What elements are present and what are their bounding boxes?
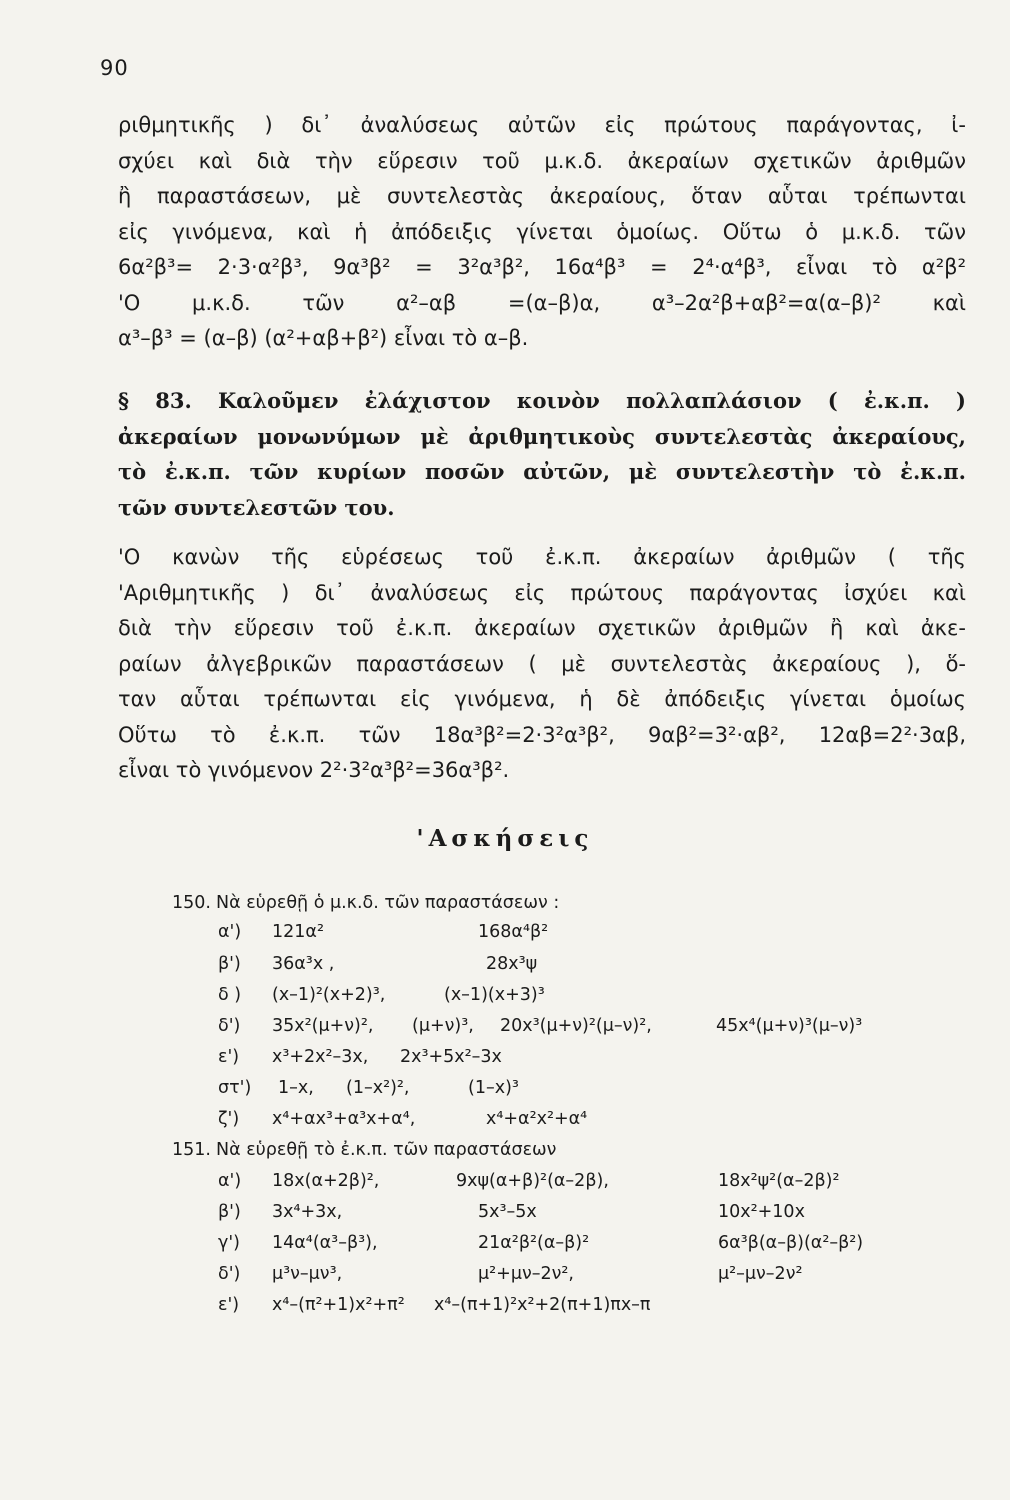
intro-paragraph [118,108,966,357]
expression: (1–x)³ [468,1078,519,1098]
expression: 45x⁴(μ+ν)³(μ–ν)³ [716,1016,863,1036]
expression: 14α⁴(α³–β³), [272,1233,378,1253]
text-line: 'Ο κανὼν τῆς εὑρέσεως τοῦ ἐ.κ.π. ἀκεραίων ἀριθμῶν ( τῆς [118,545,966,569]
heading-line: § 83. Καλοῦμεν ἐλάχιστον κοινὸν πολλαπλάσιον ( ἐ.κ.π. ) [118,388,966,413]
text-line: διὰ τὴν εὕρεσιν τοῦ ἐ.κ.π. ἀκεραίων σχετικῶν ἀριθμῶν ἢ καὶ ἀκε- [118,616,966,640]
expression: 168α⁴β² [478,922,549,942]
expression: x⁴–(π²+1)x²+π² [272,1295,405,1315]
expression: 20x³(μ+ν)²(μ–ν)², [500,1016,652,1036]
expression: x⁴+α²x²+α⁴ [486,1109,588,1129]
expression: 18x(α+2β)², [272,1171,380,1191]
text-line: 'Αριθμητικῆς ) δι᾽ ἀναλύσεως εἰς πρώτους παράγοντας ἰσχύει καὶ [118,580,966,605]
expression: 121α² [272,922,324,942]
exercise-number: 151. [172,1140,211,1160]
item-label: στ') [218,1078,252,1098]
expression: (x–1)(x+3)³ [444,985,545,1005]
item-label: δ') [218,1264,241,1284]
text-line: εἰς γινόμενα, καὶ ἡ ἀπόδειξις γίνεται ὁμοίως. Οὕτω ὁ μ.κ.δ. τῶν [118,219,966,244]
expression: μ²–μν–2ν² [718,1264,803,1284]
item-label: ε') [218,1295,240,1315]
text-line: σχύει καὶ διὰ τὴν εὕρεσιν τοῦ μ.κ.δ. ἀκεραίων σχετικῶν ἀριθμῶν [118,148,966,173]
text-line: ἢ παραστάσεων, μὲ συντελεστὰς ἀκεραίους, ὅταν αὗται τρέπωνται [118,184,966,208]
expression: 10x²+10x [718,1202,805,1222]
expression: 1–x, [278,1078,314,1098]
text-line: Οὕτω τὸ ἐ.κ.π. τῶν 18α³β²=2·3²α³β², 9αβ²=3²·αβ², 12αβ=2²·3αβ, [118,722,966,747]
expression: 21α²β²(α–β)² [478,1233,590,1253]
item-label: δ') [218,1016,241,1036]
item-label: ε') [218,1047,240,1067]
expression: 18x²ψ²(α–2β)² [718,1171,840,1191]
text-line: 6α²β³= 2·3·α²β³, 9α³β² = 3²α³β², 16α⁴β³ = 2⁴·α⁴β³, εἶναι τὸ α²β² [118,255,966,279]
expression: (x–1)²(x+2)³, [272,985,386,1005]
expression: μ²+μν–2ν², [478,1264,574,1284]
expression: x⁴+αx³+α³x+α⁴, [272,1109,416,1129]
item-label: α') [218,922,242,942]
exercise-prompt: Νὰ εὑρεθῇ ὁ μ.κ.δ. τῶν παραστάσεων : [216,893,560,913]
expression: 28x³ψ [486,954,538,974]
text-line: ταν αὗται τρέπωνται εἰς γινόμενα, ἡ δὲ ἀπόδειξις γίνεται ὁμοίως [118,687,966,711]
heading-line: ἀκεραίων μονωνύμων μὲ ἀριθμητικοὺς συντελεστὰς ἀκεραίους, [118,423,966,449]
text-line: ριθμητικῆς ) δι᾽ ἀναλύσεως αὐτῶν εἰς πρώτους παράγοντας, ἰ- [118,113,966,137]
expression: μ³ν–μν³, [272,1264,343,1284]
item-label: δ ) [218,985,242,1005]
expression: 9xψ(α+β)²(α–2β), [456,1171,609,1191]
page-number: 90 [100,56,129,80]
item-label: γ') [218,1233,240,1253]
expression: 2x³+5x²–3x [400,1047,502,1067]
expression: 5x³–5x [478,1202,537,1222]
heading-line: τὸ ἐ.κ.π. τῶν κυρίων ποσῶν αὐτῶν, μὲ συντελεστὴν τὸ ἐ.κ.π. [118,459,966,484]
rule-paragraph [118,540,966,789]
expression: 6α³β(α–β)(α²–β²) [718,1233,864,1253]
expression: (1–x²)², [346,1078,410,1098]
expression: 36α³x , [272,954,335,974]
expression: x³+2x²–3x, [272,1047,369,1067]
item-label: β') [218,1202,241,1222]
section-heading [118,383,966,525]
expression: x⁴–(π+1)²x²+2(π+1)πx–π [434,1295,651,1315]
expression: (μ+ν)³, [412,1016,474,1036]
text-line: α³–β³ = (α–β) (α²+αβ+β²) εἶναι τὸ α–β. [118,326,529,350]
exercise-number: 150. [172,893,211,913]
text-line: εἶναι τὸ γινόμενον 2²·3²α³β²=36α³β². [118,758,510,782]
item-label: ζ') [218,1109,240,1129]
exercise-prompt: Νὰ εὑρεθῇ τὸ ἐ.κ.π. τῶν παραστάσεων [216,1140,557,1160]
exercises-title: 'Ασκήσεις [416,825,594,852]
item-label: β') [218,954,241,974]
text-line: 'Ο μ.κ.δ. τῶν α²–αβ =(α–β)α, α³–2α²β+αβ²=α(α–β)² καὶ [118,290,966,315]
text-line: ραίων ἀλγεβρικῶν παραστάσεων ( μὲ συντελεστὰς ἀκεραίους ), ὅ- [118,651,966,676]
expression: 3x⁴+3x, [272,1202,343,1222]
item-label: α') [218,1171,242,1191]
expression: 35x²(μ+ν)², [272,1016,374,1036]
heading-line: τῶν συντελεστῶν του. [118,494,395,520]
